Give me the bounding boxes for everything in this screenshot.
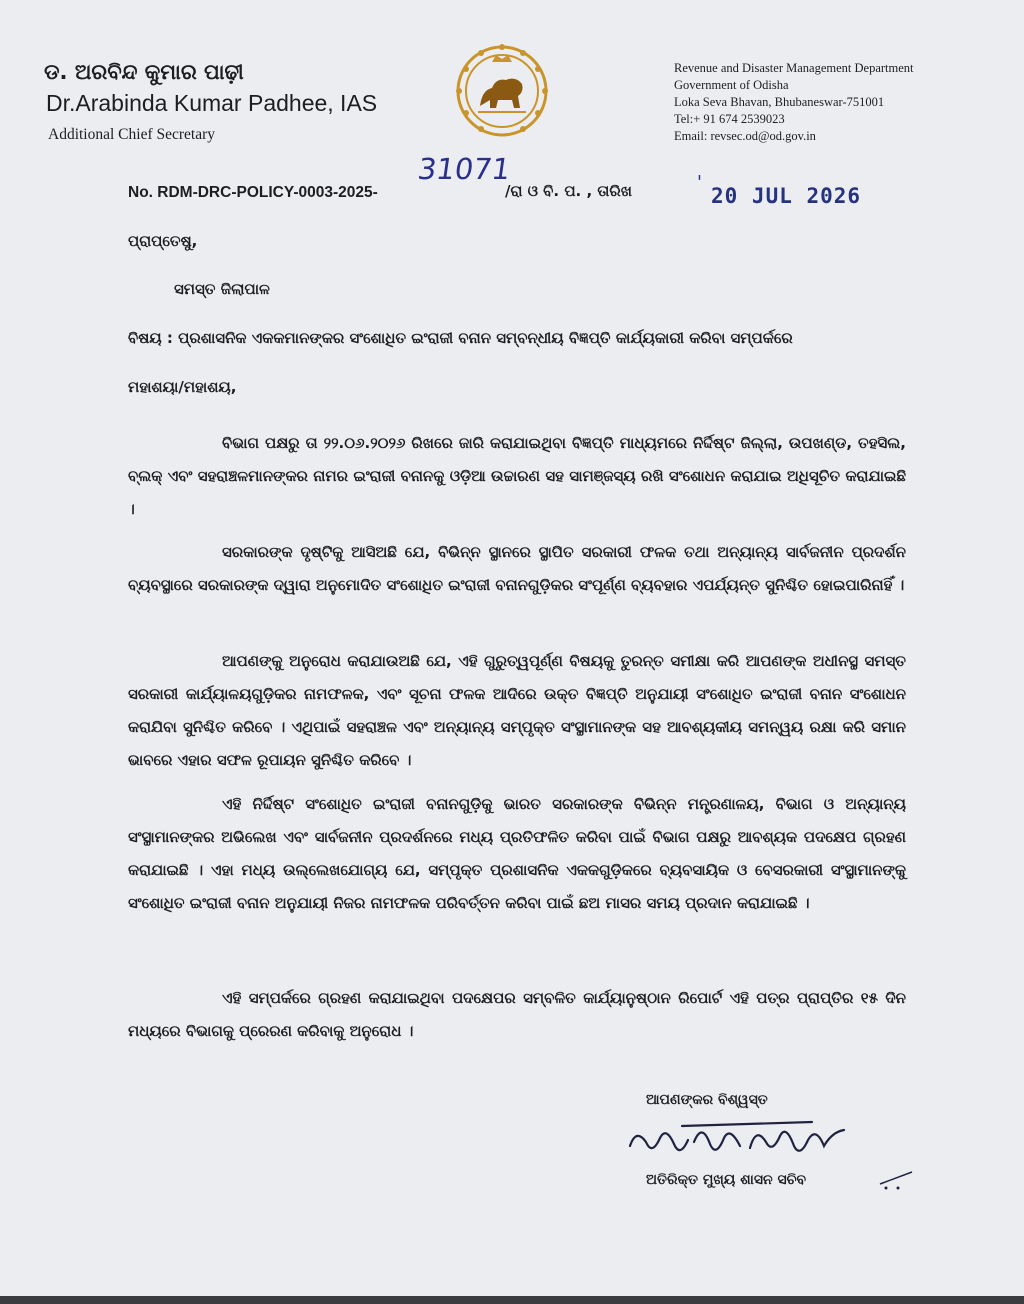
closing-phrase: ଆପଣଙ୍କର ବିଶ୍ୱସ୍ତ — [646, 1092, 768, 1108]
handwritten-signature — [622, 1112, 862, 1174]
letter-number-suffix: /ରା ଓ ବି. ପ. , ତାରିଖ — [505, 182, 632, 200]
sender-designation: Additional Chief Secretary — [48, 126, 216, 143]
department-line: Revenue and Disaster Management Department — [674, 61, 914, 75]
body-paragraph — [128, 788, 906, 920]
body-paragraph — [128, 645, 906, 777]
paragraph-text: ସରକାରଙ୍କ ଦୃଷ୍ଟିକୁ ଆସିଅଛି ଯେ, ବିଭିନ୍ନ ସ୍ଥାନରେ ସ୍ଥାପିତ ସରକାରୀ ଫଳକ ତଥା ଅନ୍ୟାନ୍ୟ ସାର୍ବଜନୀନ ପ୍ରଦର୍ଶନ ବ୍ୟବସ୍ଥାରେ ସରକାରଙ୍କ ଦ୍ୱାରା ଅନୁମୋଦିତ ସଂଶୋଧିତ ଇଂରାଜୀ ବନାନଗୁଡ଼ିକର ସଂପୂର୍ଣ୍ଣ ବ୍ୟବହାର ଏପର୍ଯ୍ୟନ୍ତ ସୁନିଶ୍ଚିତ ହୋଇପାରିନାହିଁ । — [128, 543, 906, 594]
sender-name-english: Dr.Arabinda Kumar Padhee, IAS — [46, 90, 378, 116]
sender-name-odia: ଡ. ଅରବିନ୍ଦ କୁମାର ପାଢ଼ୀ — [44, 60, 244, 84]
stamp-tick-mark: ' — [697, 172, 702, 193]
paragraph-text: ଏହି ନିର୍ଦ୍ଦିଷ୍ଟ ସଂଶୋଧିତ ଇଂରାଜୀ ବନାନଗୁଡ଼ିକୁ ଭାରତ ସରକାରଙ୍କ ବିଭିନ୍ନ ମନ୍ତ୍ରଣାଳୟ, ବିଭାଗ ଓ ଅନ୍ୟାନ୍ୟ ସଂସ୍ଥାମାନଙ୍କର ଅଭିଲେଖ ଏବଂ ସାର୍ବଜନୀନ ପ୍ରଦର୍ଶନରେ ମଧ୍ୟ ପ୍ରତିଫଳିତ କରିବା ପାଇଁ ବିଭାଗ ପକ୍ଷରୁ ଆବଶ୍ୟକ ପଦକ୍ଷେପ ଗ୍ରହଣ କରାଯାଇଛି । ଏହା ମଧ୍ୟ ଉଲ୍ଲେଖଯୋଗ୍ୟ ଯେ, ସମ୍ପୃକ୍ତ ପ୍ରଶାସନିକ ଏକକଗୁଡ଼ିକରେ ବ୍ୟବସାୟିକ ଓ ବେସରକାରୀ ସଂସ୍ଥାମାନଙ୍କୁ ସଂଶୋଧିତ ଇଂରାଜୀ ବନାନ ଅନୁଯାୟୀ ନିଜର ନାମଫଳକ ପରିବର୍ତ୍ତନ କରିବା ପାଇଁ ଛଅ ମାସର ସମୟ ପ୍ରଦାନ କରାଯାଇଛି । — [128, 795, 906, 912]
bottom-edge-bar — [0, 1296, 1024, 1304]
paragraph-text: ଏହି ସମ୍ପର୍କରେ ଗ୍ରହଣ କରାଯାଇଥିବା ପଦକ୍ଷେପର ସମ୍ବଳିତ କାର୍ଯ୍ୟାନୁଷ୍ଠାନ ରିପୋର୍ଟ ଏହି ପତ୍ର ପ୍ରାପ୍ତିର ୧୫ ଦିନ ମଧ୍ୟରେ ବିଭାଗକୁ ପ୍ରେରଣ କରିବାକୁ ଅନୁରୋଧ । — [128, 989, 906, 1040]
handwritten-number: 31071 — [415, 152, 513, 186]
subject-line: ବିଷୟ : ପ୍ରଶାସନିକ ଏକକମାନଙ୍କର ସଂଶୋଧିତ ଇଂରାଜୀ ବନାନ ସମ୍ବନ୍ଧୀୟ ବିଜ୍ଞପ୍ତି କାର୍ଯ୍ୟକାରୀ କରିବା ସମ୍ପର୍କରେ — [128, 329, 793, 347]
body-paragraph — [128, 982, 906, 1048]
department-line: Tel:+ 91 674 2539023 — [674, 112, 785, 126]
paragraph-text: ବିଭାଗ ପକ୍ଷରୁ ତା ୨୨.୦୬.୨୦୨୬ ରିଖରେ ଜାରି କରାଯାଇଥିବା ବିଜ୍ଞପ୍ତି ମାଧ୍ୟମରେ ନିର୍ଦ୍ଦିଷ୍ଟ ଜିଲ୍ଲା, ଉପଖଣ୍ଡ, ତହସିଲ, ବ୍ଲକ୍ ଏବଂ ସହରାଞ୍ଚଳମାନଙ୍କର ନାମର ଇଂରାଜୀ ବନାନକୁ ଓଡ଼ିଆ ଉଚ୍ଚାରଣ ସହ ସାମଞ୍ଜସ୍ୟ ରଖି ସଂଶୋଧନ କରାଯାଇ ଅଧିସୂଚିତ କରାଯାଇଛି । — [128, 434, 906, 518]
to-label: ପ୍ରାପ୍ତେଷୁ, — [128, 232, 198, 250]
department-line: Government of Odisha — [674, 78, 789, 92]
body-paragraph — [128, 536, 906, 602]
department-line: Loka Seva Bhavan, Bhubaneswar-751001 — [674, 95, 885, 109]
department-line: Email: revsec.od@od.gov.in — [674, 129, 816, 143]
signature-flourish — [850, 1164, 920, 1194]
salutation: ମହାଶୟା/ମହାଶୟ, — [128, 378, 237, 396]
odisha-emblem-logo — [452, 38, 552, 138]
signatory-title: ଅତିରିକ୍ତ ମୁଖ୍ୟ ଶାସନ ସଚିବ — [646, 1172, 807, 1188]
addressee: ସମସ୍ତ ଜିଲାପାଳ — [174, 280, 270, 298]
paragraph-text: ଆପଣଙ୍କୁ ଅନୁରୋଧ କରାଯାଉଅଛି ଯେ, ଏହି ଗୁରୁତ୍ୱପୂର୍ଣ୍ଣ ବିଷୟକୁ ତୁରନ୍ତ ସମୀକ୍ଷା କରି ଆପଣଙ୍କ ଅଧୀନସ୍ଥ ସମସ୍ତ ସରକାରୀ କାର୍ଯ୍ୟାଳୟଗୁଡ଼ିକର ନାମଫଳକ, ଏବଂ ସୂଚନା ଫଳକ ଆଦିରେ ଉକ୍ତ ବିଜ୍ଞପ୍ତି ଅନୁଯାୟୀ ସଂଶୋଧିତ ଇଂରାଜୀ ବନାନ ସଂଶୋଧନ କରାଯିବା ସୁନିଶ୍ଚିତ କରିବେ । ଏଥିପାଇଁ ସହରାଞ୍ଚଳ ଏବଂ ଅନ୍ୟାନ୍ୟ ସମ୍ପୃକ୍ତ ସଂସ୍ଥାମାନଙ୍କ ସହ ଆବଶ୍ୟକୀୟ ସମନ୍ୱୟ ରକ୍ଷା କରି ସମାନ ଭାବରେ ଏହାର ସଫଳ ରୂପାୟନ ସୁନିଶ୍ଚିତ କରିବେ । — [128, 652, 906, 769]
letter-number: No. RDM-DRC-POLICY-0003-2025- — [128, 184, 378, 201]
date-stamp: 20 JUL 2026 — [711, 184, 862, 208]
body-paragraph — [128, 427, 906, 526]
department-address — [674, 60, 914, 145]
